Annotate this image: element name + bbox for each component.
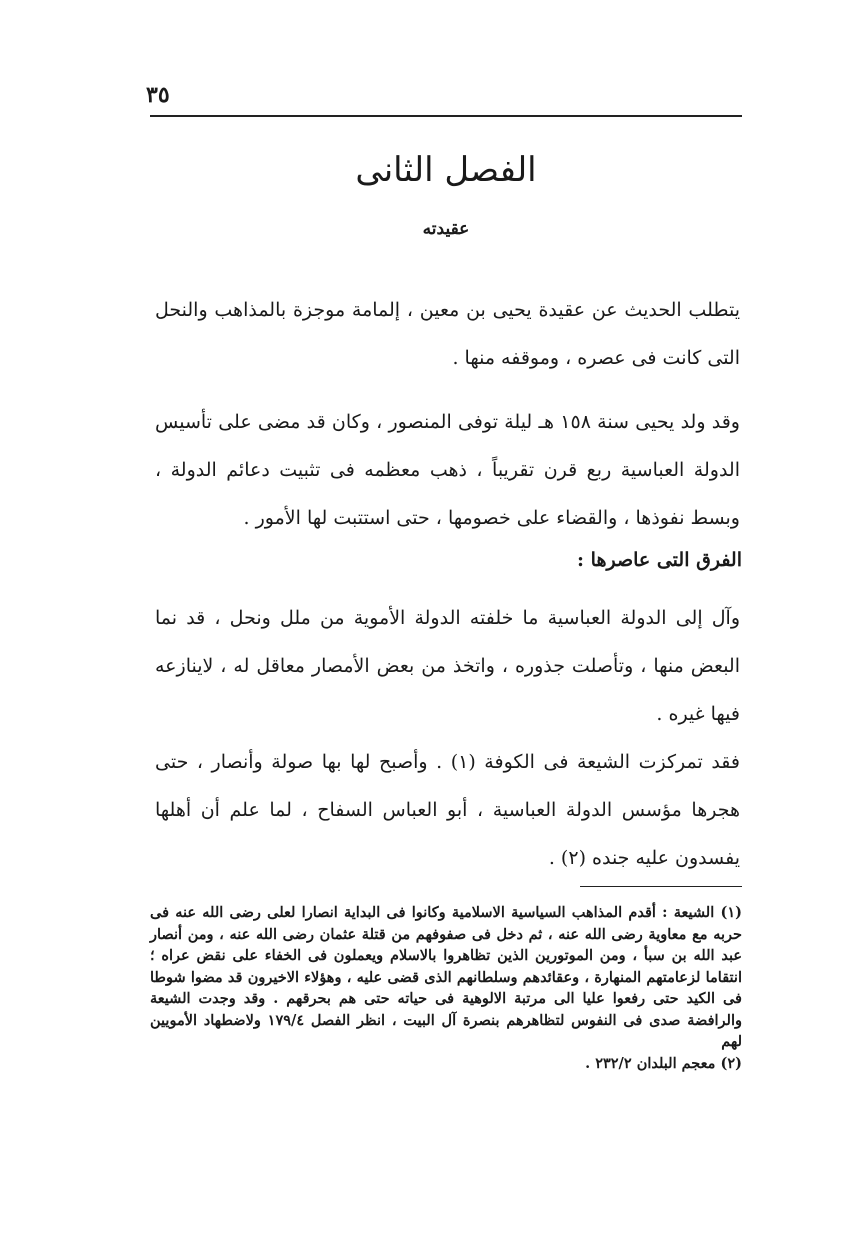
paragraph-intro: يتطلب الحديث عن عقيدة يحيى بن معين ، إلمامة موجزة بالمذاهب والنحل التى كانت فى عصره ، وموقفه منها . [155,299,740,369]
footnote-1: (١) الشيعة : أقدم المذاهب السياسية الاسلامية وكانوا فى البداية انصارا لعلى رضى الله عنه فى حربه مع معاوية رضى الله عنه ، ثم دخل فى صفوفهم من قتلة عثمان رضى الله عنه ، ومن أنصار عبد الله بن سبأ ، ومن الموتورين الذين تظاهروا بالاسلام ويعملون فى الخفاء على نقض عراه ؛ انتقاما لزعامتهم المنهارة ، وعقائدهم وسلطانهم الذى قضى عليه ، وهؤلاء الاخيرون قد مضوا شوطا فى الكيد حتى رفعوا عليا الى مرتبة الالوهية فى حياته حتى هم بحرقهم . وقد وجدت الشيعة والرافضة صدى فى النفوس لتظاهرهم بنصرة آل البيت ، انظر الفصل ١٧٩/٤ ولاضطهاد الأمويين لهم [150,904,742,1050]
chapter-subtitle: عقيدته [422,219,470,239]
footnote-rule [580,886,742,887]
paragraph-birth: وقد ولد يحيى سنة ١٥٨ هـ ليلة توفى المنصور ، وكان قد مضى على تأسيس الدولة العباسية ربع قرن تقريباً ، ذهب معظمه فى تثبيت دعائم الدولة ، وبسط نفوذها ، والقضاء على خصومها ، حتى استتبت لها الأمور . [155,411,740,529]
paragraph-shia-kufa: فقد تمركزت الشيعة فى الكوفة (١) . وأصبح لها بها صولة وأنصار ، حتى هجرها مؤسس الدولة العباسية ، أبو العباس السفاح ، لما علم أن أهلها يفسدون عليه جنده (٢) . [155,751,740,869]
page-number: ٣٥ [146,82,170,108]
chapter-title: الفصل الثانى [355,150,537,190]
header-rule [150,115,742,117]
paragraph-sects: وآل إلى الدولة العباسية ما خلفته الدولة الأموية من ملل ونحل ، قد نما البعض منها ، وتأصلت جذوره ، واتخذ من بعض الأمصار معاقل له ، لاينازعه فيها غيره . [155,607,740,725]
footnote-2: (٢) معجم البلدان ٢٣٢/٢ . [585,1054,742,1072]
footnotes [150,902,742,1074]
section-heading: الفرق التى عاصرها : [577,549,742,571]
